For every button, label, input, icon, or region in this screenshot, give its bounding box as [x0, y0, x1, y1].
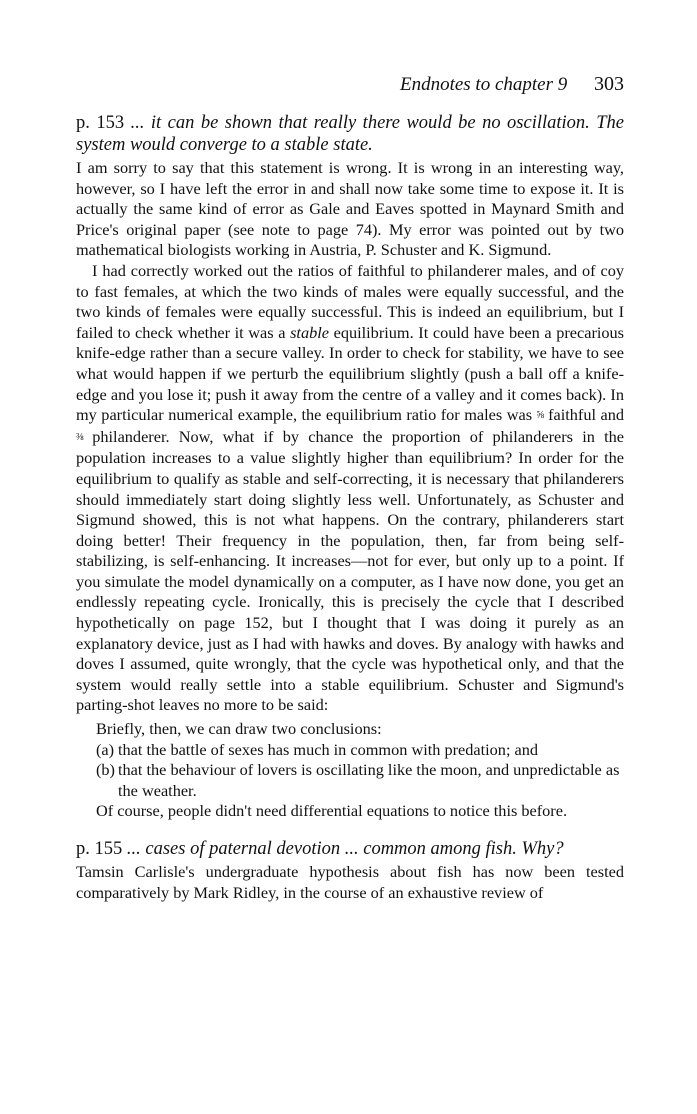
- emphasis-text: stable: [290, 322, 329, 342]
- block-quote-intro: Briefly, then, we can draw two conclusions:: [96, 719, 382, 739]
- note-paragraph: Tamsin Carlisle's undergraduate hypothesis about fish has now been tested comparatively by Mark Ridley, in the course of an exhaustive review of: [76, 862, 624, 902]
- running-head-title: Endnotes to chapter 9: [399, 74, 568, 95]
- note-paragraph: [76, 261, 624, 716]
- list-item-text: that the behaviour of lovers is oscillating like the moon, and unpredictable as the weather.: [118, 760, 620, 800]
- page: [76, 72, 624, 903]
- block-quote: [96, 719, 624, 822]
- block-quote-outro: Of course, people didn't need differential equations to notice this before.: [96, 801, 568, 821]
- running-head: [76, 72, 624, 102]
- note-paragraph: I am sorry to say that this statement is wrong. It is wrong in an interesting way, however, so I have left the error in and shall now take some time to expose it. It is actually the same kind of error as Gale and Eaves spotted in Maynard Smith and Price's original paper (see note to page 74). My error was pointed out by two mathematical biologists working in Austria, P. Schuster and K. Sigmund.: [76, 158, 624, 260]
- page-number: 303: [594, 73, 624, 95]
- note-quote: ... it can be shown that really there would be no oscillation. The system would converge to a stable state.: [76, 113, 624, 155]
- text-segment: equilibrium. It could have been a precarious knife-edge rather than a secure valley. In order to check for stability, we have to see what would happen if we perturb the equilibrium slightly (push a ball off a knife-edge and you lose it; push it away from the centre of a valley and it comes back). In my particular numerical example, the equilibrium ratio for males was: [76, 322, 625, 425]
- list-item: [96, 740, 624, 761]
- list-item-label: (a): [96, 739, 115, 759]
- note-page-ref: p. 153: [76, 113, 125, 133]
- note-heading-p155: [76, 838, 624, 860]
- text-segment: faithful and: [548, 405, 624, 425]
- list-item-label: (b): [96, 760, 115, 780]
- fraction-three-eighths: ⅜: [76, 431, 83, 443]
- note-quote: ... cases of paternal devotion ... common among fish. Why?: [126, 839, 564, 859]
- text-segment: philanderer. Now, what if by chance the proportion of philanderers in the population increases to a value slightly higher than equilibrium? In order for the equilibrium to qualify as stable and self-correcting, it is necessary that philanderers should immediately start doing slightly less well. Unfortunately, as Schuster and Sigmund showed, this is not what happens. On the contrary, philanderers start doing better! Their frequency in the population, then, far from being self-stabilizing, is self-enhancing. It increases—not for ever, but only up to a point. If you simulate the model dynamically on a computer, as I have now done, you get an endlessly repeating cycle. Ironically, this is precisely the cycle that I described hypothetically on page 152, but I thought that I was doing it purely as an explanatory device, just as I had with hawks and doves. By analogy with hawks and doves I assumed, quite wrongly, that the cycle was hypothetical only, and that the system would really settle into a stable equilibrium. Schuster and Sigmund's parting-shot leaves no more to be said:: [76, 426, 624, 715]
- note-page-ref: p. 155: [76, 839, 123, 859]
- note-heading-p153: [76, 112, 624, 156]
- text-segment: I had correctly worked out the ratios of faithful to philanderer males, and of coy to fast females, at which the two kinds of males were equally successful, and the two kinds of females were equally successful. This is indeed an equilibrium, but I failed to check whether it was a: [76, 260, 624, 342]
- list-item: [96, 760, 624, 801]
- fraction-five-eighths: ⅝: [536, 410, 544, 422]
- list-item-text: that the battle of sexes has much in common with predation; and: [118, 739, 539, 759]
